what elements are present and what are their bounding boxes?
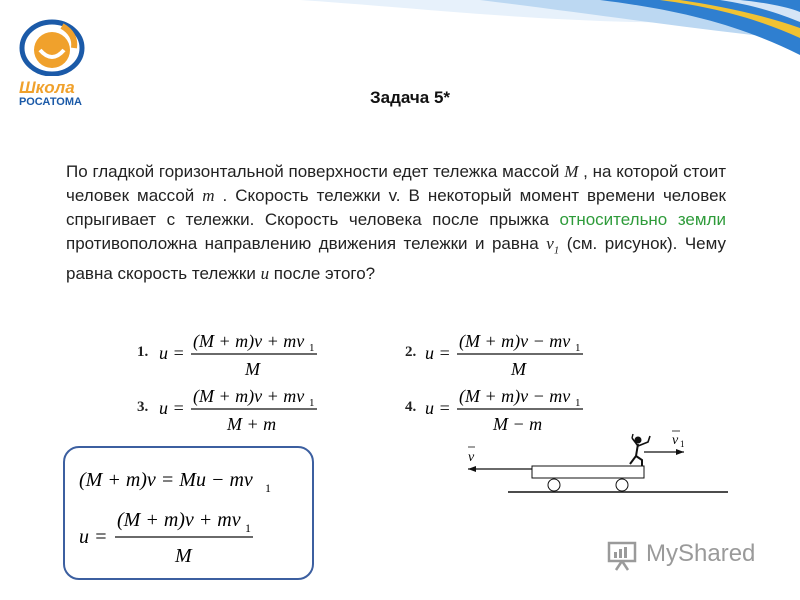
option-3[interactable] bbox=[137, 378, 337, 438]
logo-mark-icon bbox=[12, 14, 102, 76]
formula-denominator: M + m bbox=[227, 414, 277, 434]
problem-text: после этого? bbox=[269, 264, 376, 284]
option-formula bbox=[425, 323, 605, 383]
logo-school-text: Школа bbox=[19, 78, 75, 97]
option-number: 2. bbox=[405, 344, 417, 360]
formula-sub: 1 bbox=[309, 342, 315, 354]
option-2[interactable] bbox=[405, 323, 605, 383]
formula-sub: 1 bbox=[575, 397, 581, 409]
mass-m: m bbox=[202, 186, 215, 205]
velocity-v1-sub: 1 bbox=[553, 244, 560, 257]
watermark-text: MyShared bbox=[646, 540, 756, 567]
formula-numerator: (M + m)v + mv bbox=[193, 331, 305, 351]
formula-denominator: M bbox=[245, 359, 260, 379]
option-formula bbox=[159, 378, 339, 438]
formula-lhs: u = bbox=[159, 398, 185, 418]
formula-lhs: u = bbox=[425, 398, 451, 418]
formula-numerator: (M + m)v − mv bbox=[459, 386, 571, 406]
problem-text: . Скорость тележки v. В некоторый момент времени человек спрыгивает с тележки. Скорость человека после прыжка bbox=[66, 186, 726, 229]
slide-title: Задача 5* bbox=[370, 88, 451, 107]
problem-text: (см. рисунок). Чему равна скорость тележки bbox=[66, 234, 726, 284]
formula-denominator: M bbox=[511, 359, 526, 379]
velocity-v1-label-sub: 1 bbox=[680, 439, 685, 449]
option-number: 3. bbox=[137, 399, 149, 415]
option-number: 1. bbox=[137, 344, 149, 360]
option-number: 4. bbox=[405, 399, 417, 415]
velocity-u: u bbox=[260, 264, 270, 284]
watermark bbox=[606, 536, 776, 572]
problem-text: противоположна направлению движения тележки и равна bbox=[66, 234, 547, 253]
person-icon bbox=[630, 434, 650, 466]
formula-sub: 1 bbox=[575, 342, 581, 354]
solution-box bbox=[63, 446, 314, 580]
option-1[interactable] bbox=[137, 323, 337, 383]
solution-eq2-numerator: (M + m)v + mv bbox=[117, 509, 241, 531]
solution-formulas bbox=[65, 448, 312, 578]
solution-eq2-denominator: M bbox=[175, 545, 192, 567]
formula-sub: 1 bbox=[309, 397, 315, 409]
problem-text: , на которой стоит человек массой bbox=[66, 162, 726, 205]
logo bbox=[12, 14, 102, 108]
formula-lhs: u = bbox=[159, 343, 185, 363]
formula-lhs: u = bbox=[425, 343, 451, 363]
problem-statement bbox=[66, 160, 726, 286]
velocity-v-label: v bbox=[468, 450, 475, 465]
solution-equation-1: (M + m)v = Mu − mv bbox=[79, 469, 253, 491]
cart-figure bbox=[462, 426, 732, 502]
formula-numerator: (M + m)v + mv bbox=[193, 386, 305, 406]
solution-eq1-sub: 1 bbox=[265, 481, 271, 495]
logo-rosatom-text: РОСАТОМА bbox=[19, 96, 82, 108]
highlight-text: относительно земли bbox=[559, 210, 726, 229]
formula-denominator: M − m bbox=[493, 414, 543, 434]
formula-numerator: (M + m)v − mv bbox=[459, 331, 571, 351]
option-formula bbox=[159, 323, 339, 383]
header-decoration bbox=[0, 0, 800, 70]
mass-M: M bbox=[564, 162, 579, 181]
velocity-v1-label: v bbox=[672, 433, 679, 448]
solution-eq2-lhs: u = bbox=[79, 526, 108, 548]
presentation-icon bbox=[606, 538, 640, 572]
problem-text: По гладкой горизонтальной поверхности едет тележка массой bbox=[66, 162, 565, 181]
solution-eq2-sub: 1 bbox=[245, 521, 251, 535]
velocity-v1: v bbox=[546, 234, 554, 253]
